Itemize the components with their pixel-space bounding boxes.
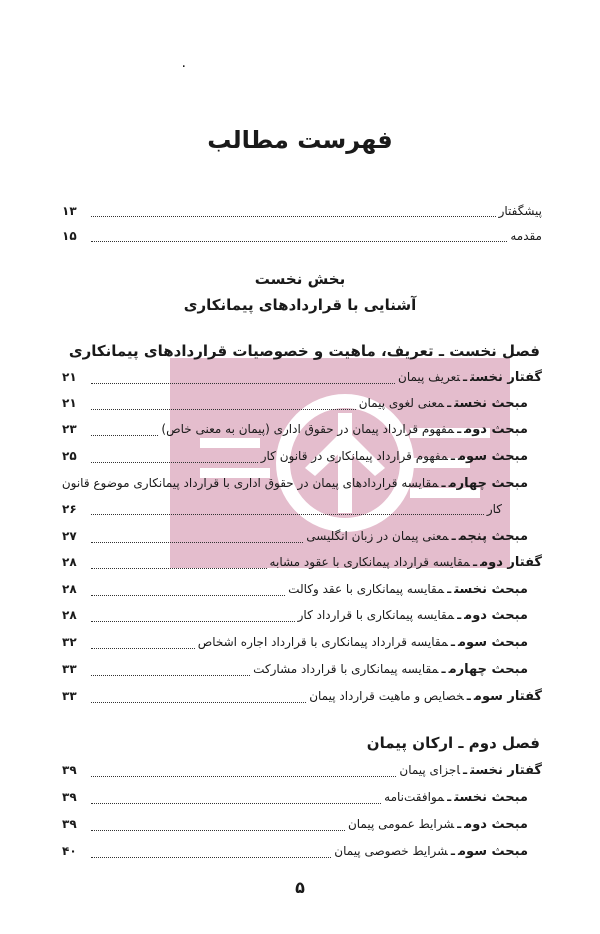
- entry-label: [399, 761, 542, 780]
- entry-separator: ـ: [451, 529, 456, 543]
- entry-heading: مبحث نخست: [454, 790, 528, 805]
- entry-text: اجزای پیمان: [399, 763, 460, 777]
- page-number: ۳۳: [62, 689, 77, 703]
- toc-entry[interactable]: [62, 447, 542, 466]
- dot-leader: [91, 557, 267, 569]
- entry-label: [334, 842, 542, 861]
- dot-leader: [91, 792, 381, 804]
- page-number: ۳۹: [62, 763, 77, 777]
- dot-leader: [91, 819, 345, 831]
- entry-separator: ـ: [457, 422, 462, 436]
- toc-entry[interactable]: [62, 687, 542, 706]
- entry-heading: گفتار سوم: [473, 689, 542, 704]
- page-number: ۲۱: [62, 370, 77, 384]
- dot-leader: [91, 765, 396, 777]
- page-number: ۲۸: [62, 582, 77, 596]
- entry-text: مفهوم قرارداد پیمانکاری در قانون کار: [260, 449, 448, 463]
- entry-text: معنی پیمان در زبان انگلیسی: [306, 529, 449, 543]
- dot-leader: [91, 664, 250, 676]
- toc-entry[interactable]: [62, 788, 542, 807]
- entry-label: مقدمه: [510, 229, 542, 243]
- page-number: ۲۱: [62, 396, 77, 410]
- page-title: فهرست مطالب: [207, 126, 393, 154]
- toc-entry[interactable]: [62, 660, 542, 679]
- entry-separator: ـ: [472, 555, 478, 569]
- dot-leader: [91, 584, 285, 596]
- entry-label: [306, 527, 542, 546]
- toc-entry-preface[interactable]: [62, 202, 542, 220]
- entry-text: مقایسه پیمانکاری با قرارداد مشارکت: [253, 662, 439, 676]
- entry-heading: گفتار نخست: [470, 763, 542, 778]
- entry-separator: ـ: [450, 449, 455, 463]
- entry-separator: ـ: [457, 817, 462, 831]
- entry-label: [270, 553, 542, 572]
- part-title: بخش نخست: [254, 270, 346, 288]
- entry-separator: ـ: [457, 608, 462, 622]
- page-number: ۳۹: [62, 817, 77, 831]
- toc-entry[interactable]: [62, 842, 542, 861]
- entry-separator: ـ: [447, 582, 452, 596]
- entry-label: [253, 660, 542, 679]
- entry-heading: مبحث دوم: [464, 817, 528, 832]
- entry-text: معنی لغوی پیمان: [358, 396, 445, 410]
- entry-separator: ـ: [462, 370, 468, 384]
- page-number: ۱۵: [62, 229, 77, 243]
- dot-leader: [91, 230, 507, 242]
- dot-leader: [91, 503, 484, 515]
- toc-entry-introduction[interactable]: [62, 227, 542, 245]
- dot-leader: [91, 451, 258, 463]
- entry-text: تعریف پیمان: [398, 370, 460, 384]
- entry-text: موافقت‌نامه: [384, 790, 445, 804]
- page-number: ۲۳: [62, 422, 77, 436]
- stray-mark: ٠: [180, 58, 188, 74]
- dot-leader: [91, 398, 356, 410]
- page-number: ۲۸: [62, 608, 77, 622]
- entry-heading: مبحث چهارم: [448, 662, 528, 677]
- entry-separator: ـ: [450, 844, 455, 858]
- toc-entry[interactable]: [62, 527, 542, 546]
- entry-label: [398, 368, 542, 387]
- entry-separator: ـ: [462, 763, 468, 777]
- dot-leader: [91, 637, 195, 649]
- toc-entry[interactable]: [62, 761, 542, 780]
- entry-label: پیشگفتار: [498, 204, 542, 218]
- entry-label: [384, 788, 542, 807]
- toc-entry-continuation[interactable]: [62, 500, 542, 518]
- page-number: ۳۹: [62, 790, 77, 804]
- page-number: ۳۳: [62, 662, 77, 676]
- page-number-footer: ۵: [295, 878, 305, 897]
- dot-leader: [91, 846, 331, 858]
- toc-entry[interactable]: [62, 474, 542, 493]
- entry-separator: ـ: [466, 689, 471, 703]
- page-number: ۴۰: [62, 844, 77, 858]
- entry-heading: مبحث نخست: [454, 582, 528, 597]
- entry-heading: مبحث سوم: [458, 844, 528, 859]
- entry-heading: مبحث چهارم: [448, 476, 528, 491]
- page-number: ۳۲: [62, 635, 77, 649]
- dot-leader: [91, 424, 158, 436]
- entry-separator: ـ: [441, 662, 446, 676]
- chapter-title: فصل نخست ـ تعریف، ماهیت و خصوصیات قراردادهای پیمانکاری: [68, 342, 540, 360]
- entry-heading: مبحث سوم: [458, 449, 528, 464]
- entry-separator: ـ: [447, 396, 452, 410]
- dot-leader: [91, 610, 295, 622]
- toc-entry[interactable]: [62, 420, 542, 439]
- entry-label: [359, 394, 542, 413]
- dot-leader: [91, 372, 395, 384]
- entry-heading: مبحث پنجم: [458, 529, 528, 544]
- toc-entry[interactable]: [62, 815, 542, 834]
- entry-text: مفهوم قرارداد پیمان در حقوق اداری (پیمان به معنی خاص): [161, 422, 455, 436]
- entry-text: مقایسه قراردادهای پیمان در حقوق اداری با قرارداد پیمانکاری موضوع قانون: [61, 476, 439, 490]
- entry-label: [298, 606, 542, 625]
- entry-text: مقایسه قرارداد پیمانکاری با عقود مشابه: [269, 555, 470, 569]
- page-number: ۲۸: [62, 555, 77, 569]
- toc-entry[interactable]: [62, 553, 542, 572]
- entry-text: شرایط عمومی پیمان: [347, 817, 455, 831]
- dot-leader: [91, 205, 496, 217]
- page-number: ۱۳: [62, 204, 77, 218]
- toc-entry[interactable]: [62, 633, 542, 652]
- entry-separator: ـ: [450, 635, 455, 649]
- entry-separator: ـ: [441, 476, 446, 490]
- entry-heading: گفتار نخست: [470, 370, 542, 385]
- entry-label: [161, 420, 542, 439]
- entry-heading: مبحث سوم: [458, 635, 528, 650]
- toc-entry[interactable]: [62, 368, 542, 387]
- toc-entry[interactable]: [62, 606, 542, 625]
- entry-label: [288, 580, 542, 599]
- entry-text: کار: [486, 502, 502, 516]
- entry-text: شرایط خصوصی پیمان: [334, 844, 448, 858]
- entry-heading: گفتار دوم: [480, 555, 542, 570]
- entry-label: [348, 815, 542, 834]
- part-subtitle: آشنایی با قراردادهای پیمانکاری: [183, 296, 417, 314]
- dot-leader: [91, 691, 306, 703]
- entry-label: [261, 447, 542, 466]
- entry-label: [62, 474, 542, 493]
- entry-heading: مبحث دوم: [464, 422, 528, 437]
- page-number: ۲۶: [62, 502, 77, 516]
- toc-entry[interactable]: [62, 394, 542, 413]
- dot-leader: [91, 531, 303, 543]
- entry-separator: ـ: [447, 790, 452, 804]
- entry-heading: مبحث نخست: [454, 396, 528, 411]
- entry-label: [309, 687, 542, 706]
- entry-text: خصایص و ماهیت قرارداد پیمان: [309, 689, 464, 703]
- entry-text: مقایسه قرارداد پیمانکاری با قرارداد اجاره اشخاص: [197, 635, 448, 649]
- entry-label: [198, 633, 542, 652]
- page-number: ۲۷: [62, 529, 77, 543]
- chapter-title: فصل دوم ـ ارکان پیمان: [366, 734, 540, 752]
- entry-text: مقایسه پیمانکاری با قرارداد کار: [297, 608, 455, 622]
- entry-text: مقایسه پیمانکاری با عقد وکالت: [288, 582, 445, 596]
- page-number: ۲۵: [62, 449, 77, 463]
- toc-entry[interactable]: [62, 580, 542, 599]
- entry-heading: مبحث دوم: [464, 608, 528, 623]
